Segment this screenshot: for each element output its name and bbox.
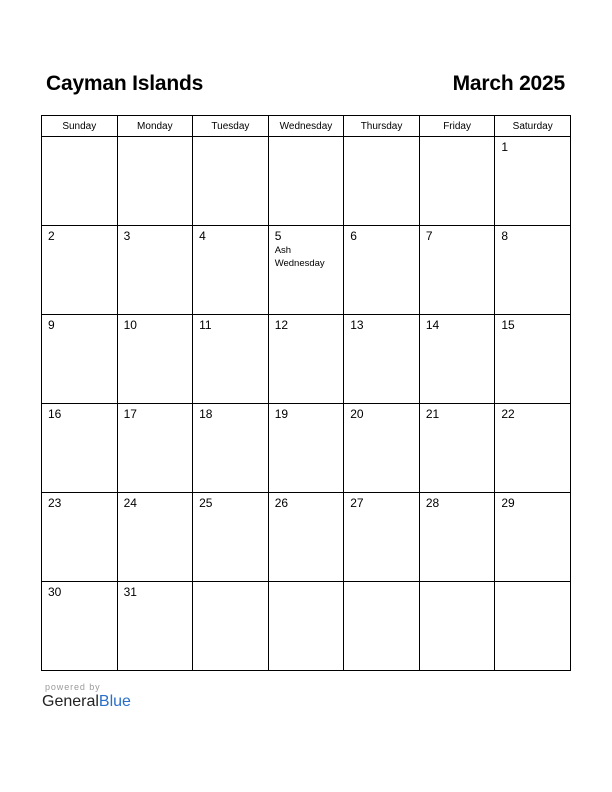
day-number: 31 [123, 585, 137, 599]
day-number: 2 [48, 229, 55, 243]
week-row-6 [42, 582, 571, 671]
day-cell [495, 582, 571, 671]
day-number: 18 [199, 407, 213, 421]
day-number [344, 137, 419, 140]
day-number: 6 [350, 229, 357, 243]
day-cell [268, 137, 344, 226]
day-number: 27 [350, 496, 364, 510]
week-row-4 [42, 404, 571, 493]
day-number: 11 [199, 318, 212, 332]
day-cell [117, 137, 193, 226]
day-number: 10 [123, 318, 137, 332]
day-number: 21 [425, 407, 440, 421]
day-number [344, 582, 419, 585]
day-cell [344, 137, 420, 226]
day-cell [268, 226, 344, 315]
day-cell [42, 582, 118, 671]
day-cell [344, 315, 420, 404]
week-row-5 [42, 493, 571, 582]
country-title: Cayman Islands [46, 72, 204, 95]
day-number: 30 [48, 585, 62, 599]
day-cell [268, 493, 344, 582]
weekday-thursday: Thursday [344, 116, 420, 137]
day-cell [419, 493, 495, 582]
day-cell [117, 493, 193, 582]
day-cell [193, 493, 269, 582]
day-cell [419, 582, 495, 671]
day-number: 23 [48, 496, 62, 510]
day-cell [344, 582, 420, 671]
day-number: 19 [274, 407, 289, 421]
weekday-tuesday: Tuesday [193, 116, 269, 137]
day-number: 12 [274, 318, 289, 332]
day-cell [495, 226, 571, 315]
footer-branding [42, 682, 131, 711]
day-number: 7 [425, 229, 433, 243]
day-number: 13 [350, 318, 364, 332]
day-number [420, 137, 495, 140]
day-cell [419, 226, 495, 315]
day-number: 22 [501, 407, 515, 421]
weekday-wednesday: Wednesday [268, 116, 344, 137]
day-cell [268, 582, 344, 671]
week-row-1 [42, 137, 571, 226]
day-number [193, 137, 268, 140]
day-cell [268, 404, 344, 493]
day-cell [419, 404, 495, 493]
day-number: 25 [199, 496, 213, 510]
weekday-sunday: Sunday [42, 116, 118, 137]
day-number: 20 [350, 407, 364, 421]
day-number: 9 [48, 318, 55, 332]
powered-by-label: powered by [45, 682, 101, 692]
day-cell [495, 137, 571, 226]
day-cell [495, 404, 571, 493]
day-number: 8 [501, 229, 509, 243]
day-cell [495, 315, 571, 404]
day-cell [42, 226, 118, 315]
day-cell [117, 582, 193, 671]
logo-blue-text: Blue [98, 693, 131, 710]
day-number: 24 [123, 496, 137, 510]
day-cell [193, 226, 269, 315]
day-number: 14 [425, 318, 440, 332]
day-cell [117, 315, 193, 404]
day-cell [495, 493, 571, 582]
day-number [118, 137, 193, 140]
day-cell [117, 226, 193, 315]
day-cell [344, 226, 420, 315]
day-number: 1 [501, 140, 509, 154]
month-year-title: March 2025 [452, 72, 565, 95]
week-row-3 [42, 315, 571, 404]
day-cell [344, 493, 420, 582]
day-cell [42, 137, 118, 226]
day-cell [193, 315, 269, 404]
generalblue-logo[interactable] [42, 693, 131, 711]
day-number: 4 [199, 229, 206, 243]
logo-general-text: General [42, 693, 99, 710]
holiday-ash-wednesday: Ash Wednesday [274, 245, 325, 269]
day-number [495, 582, 570, 585]
day-number: 15 [501, 318, 515, 332]
day-cell [42, 315, 118, 404]
day-cell [419, 137, 495, 226]
day-cell [193, 404, 269, 493]
day-number [420, 582, 495, 585]
day-cell [419, 315, 495, 404]
day-number: 5 [274, 229, 282, 243]
day-number: 29 [501, 496, 515, 510]
day-number [269, 137, 344, 140]
day-cell [42, 493, 118, 582]
weekday-header-row [42, 116, 571, 137]
day-number: 26 [274, 496, 289, 510]
day-cell [344, 404, 420, 493]
weekday-monday: Monday [117, 116, 193, 137]
day-number [42, 137, 117, 140]
day-cell [193, 137, 269, 226]
day-number: 16 [48, 407, 62, 421]
day-cell [42, 404, 118, 493]
day-cell [193, 582, 269, 671]
weekday-friday: Friday [419, 116, 495, 137]
day-number: 17 [123, 407, 137, 421]
day-cell [268, 315, 344, 404]
calendar-grid [41, 115, 571, 671]
weekday-saturday: Saturday [495, 116, 571, 137]
day-number: 3 [123, 229, 131, 243]
day-number [193, 582, 268, 585]
day-number [269, 582, 344, 585]
day-number: 28 [425, 496, 440, 510]
week-row-2 [42, 226, 571, 315]
day-cell [117, 404, 193, 493]
